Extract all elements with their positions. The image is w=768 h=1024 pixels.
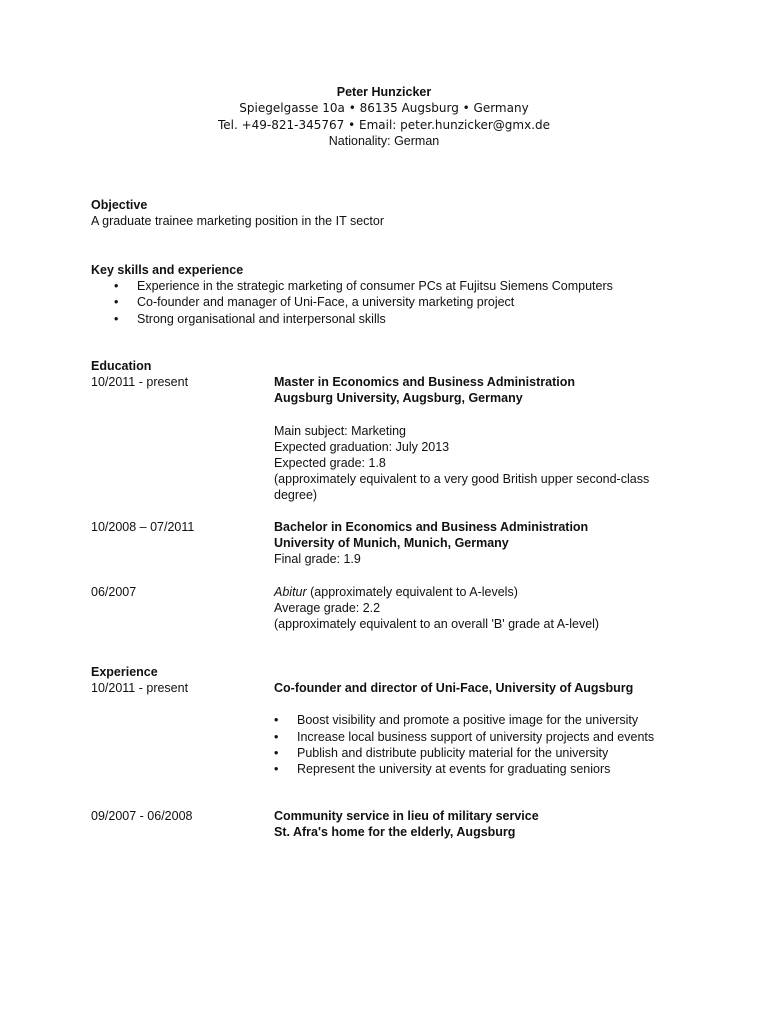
grade-note: (approximately equivalent to a very good British upper second-class degree): [274, 472, 650, 503]
institution: University of Munich, Munich, Germany: [274, 536, 509, 551]
applicant-name: Peter Hunzicker: [336, 85, 432, 99]
entry-date: 06/2007: [91, 585, 137, 599]
duty-item: • Boost visibility and promote a positive image for the university: [274, 712, 674, 728]
skills-heading: Key skills and experience: [91, 263, 244, 277]
entry-detail: [274, 374, 674, 504]
grade: Average grade: 2.2: [274, 601, 381, 616]
duty-item: • Publish and distribute publicity material for the university: [274, 745, 674, 761]
entry-date: 09/2007 - 06/2008: [91, 809, 193, 823]
institution: St. Afra's home for the elderly, Augsburg: [274, 825, 516, 840]
phone-text: Tel. +49-821-345767 • Email:: [217, 117, 401, 132]
duties-list: [274, 712, 674, 777]
degree-title: Bachelor in Economics and Business Administration: [274, 520, 589, 534]
degree-title: Master in Economics and Business Administration: [274, 375, 575, 389]
grade: Final grade: 1.9: [274, 552, 361, 567]
contact-line: [0, 117, 768, 133]
abitur-equivalent: (approximately equivalent to A-levels): [306, 585, 518, 599]
entry-detail: [274, 584, 674, 633]
grade: Expected grade: 1.8: [274, 456, 386, 470]
email-text: peter.hunzicker@gmx.de: [400, 117, 551, 132]
entry-date: 10/2011 - present: [91, 375, 189, 389]
degree-title: [274, 584, 674, 600]
duty-item: • Represent the university at events for graduating seniors: [274, 761, 674, 777]
skill-item: • Co-founder and manager of Uni-Face, a university marketing project: [91, 294, 691, 310]
main-subject: Main subject: Marketing: [274, 423, 407, 438]
experience-heading: Experience: [91, 665, 158, 679]
entry-date: 10/2011 - present: [91, 681, 189, 695]
institution: Augsburg University, Augsburg, Germany: [274, 391, 523, 406]
skill-item: • Experience in the strategic marketing of consumer PCs at Fujitsu Siemens Computers: [91, 278, 691, 294]
duty-item: • Increase local business support of university projects and events: [274, 729, 674, 745]
education-heading-block: [91, 358, 691, 374]
experience-heading-block: [91, 664, 691, 680]
skills-list: [91, 278, 691, 327]
abitur-label: Abitur: [274, 585, 307, 599]
entry-date: 10/2008 – 07/2011: [91, 520, 195, 534]
entry-detail: [274, 680, 674, 777]
entry-detail: [274, 808, 674, 840]
cv-header: [0, 84, 768, 150]
objective-heading: Objective: [91, 198, 148, 212]
expected-graduation: Expected graduation: July 2013: [274, 439, 450, 454]
entry-detail: [274, 519, 674, 568]
skill-item: • Strong organisational and interpersonal skills: [91, 311, 691, 327]
nationality-line: Nationality: German: [328, 134, 440, 149]
role-title: Co-founder and director of Uni-Face, University of Augsburg: [274, 681, 634, 695]
grade-note: (approximately equivalent to an overall 'B' grade at A-level): [274, 617, 600, 632]
skills-section: [91, 262, 691, 327]
role-title: Community service in lieu of military service: [274, 809, 539, 823]
objective-section: [91, 197, 691, 229]
objective-text: A graduate trainee marketing position in the IT sector: [91, 214, 384, 229]
address-line: Spiegelgasse 10a • 86135 Augsburg • Germany: [239, 101, 529, 116]
education-heading: Education: [91, 359, 152, 373]
